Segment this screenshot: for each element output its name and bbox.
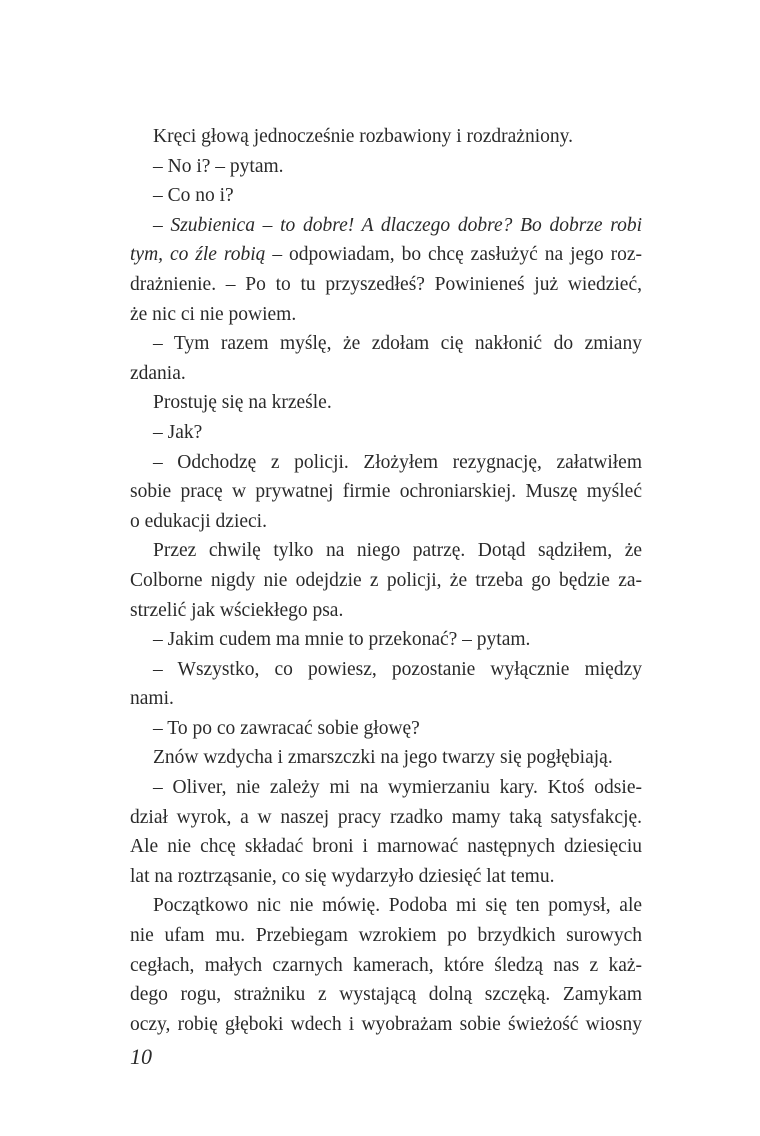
body-text: że nic ci nie powiem. <box>130 303 297 325</box>
body-text: – Tym razem myślę, że zdołam cię nakłonić do zmiany <box>153 333 642 355</box>
text-line <box>130 1010 642 1040</box>
text-line <box>130 152 642 182</box>
text-line <box>130 240 642 270</box>
body-text: – Jakim cudem ma mnie to przekonać? – pytam. <box>153 629 531 651</box>
text-line <box>130 270 642 300</box>
body-text: – No i? – pytam. <box>153 155 284 177</box>
body-text: dział wyrok, a w naszej pracy rzadko mamy taką satysfakcję. <box>130 806 643 828</box>
body-text: – Jak? <box>153 421 203 443</box>
italic-text: tym, co źle robią <box>130 244 266 266</box>
body-text: Znów wzdycha i zmarszczki na jego twarzy się pogłębiają. <box>153 747 613 769</box>
text-line <box>130 388 642 418</box>
body-text: cegłach, małych czarnych kamerach, które śledzą nas z każ- <box>130 954 643 976</box>
italic-text: Szubienica – to dobre! A dlaczego dobre? Bo dobrze robi <box>170 214 643 236</box>
body-text: Prostuję się na krześle. <box>153 392 332 414</box>
text-line <box>130 596 642 626</box>
body-text: Początkowo nic nie mówię. Podoba mi się ten pomysł, ale <box>153 895 643 917</box>
body-text: zdania. <box>130 362 186 384</box>
body-text: – Oliver, nie zależy mi na wymierzaniu kary. Ktoś odsie- <box>153 777 642 799</box>
text-line <box>130 329 642 359</box>
body-text: – Co no i? <box>153 185 234 207</box>
body-text: sobie pracę w prywatnej firmie ochroniarskiej. Muszę myśleć <box>130 481 642 503</box>
text-line <box>130 566 642 596</box>
text-line <box>130 418 642 448</box>
text-line <box>130 507 642 537</box>
text-line <box>130 477 642 507</box>
text-line <box>130 832 642 862</box>
page-number: 10 <box>130 1044 152 1069</box>
body-text: Przez chwilę tylko na niego patrzę. Dotąd sądziłem, że <box>153 540 643 562</box>
body-text: lat na roztrząsanie, co się wydarzyło dziesięć lat temu. <box>130 865 555 887</box>
text-line <box>130 714 642 744</box>
text-line <box>130 625 642 655</box>
text-line <box>130 211 642 241</box>
text-line <box>130 951 642 981</box>
text-line <box>130 122 642 152</box>
text-line <box>130 980 642 1010</box>
page-text <box>130 122 642 1039</box>
body-text: – <box>153 214 171 236</box>
body-text: dego rogu, strażniku z wystającą dolną szczęką. Zamykam <box>130 984 642 1006</box>
text-line <box>130 300 642 330</box>
text-line <box>130 862 642 892</box>
body-text: Kręci głową jednocześnie rozbawiony i rozdrażniony. <box>153 126 573 147</box>
text-line <box>130 359 642 389</box>
text-line <box>130 448 642 478</box>
text-line <box>130 921 642 951</box>
text-line <box>130 181 642 211</box>
body-text: o edukacji dzieci. <box>130 510 267 532</box>
body-text: oczy, robię głęboki wdech i wyobrażam sobie świeżość wiosny <box>130 1013 643 1035</box>
body-text: Colborne nigdy nie odejdzie z policji, że trzeba go będzie za- <box>130 569 642 591</box>
text-line <box>130 803 642 833</box>
text-line <box>130 773 642 803</box>
body-text: nie ufam mu. Przebiegam wzrokiem po brzydkich surowych <box>130 925 642 947</box>
body-text: nami. <box>130 688 174 710</box>
body-text: Ale nie chcę składać broni i marnować następnych dziesięciu <box>130 836 642 858</box>
text-line <box>130 891 642 921</box>
body-text: drażnienie. – Po to tu przyszedłeś? Powinieneś już wiedzieć, <box>130 273 642 295</box>
text-line <box>130 536 642 566</box>
text-line <box>130 684 642 714</box>
body-text: – Wszystko, co powiesz, pozostanie wyłącznie między <box>153 658 642 680</box>
text-line <box>130 743 642 773</box>
body-text: – Odchodzę z policji. Złożyłem rezygnację, załatwiłem <box>153 451 643 473</box>
body-text: – To po co zawracać sobie głowę? <box>153 717 420 739</box>
body-text: – odpowiadam, bo chcę zasłużyć na jego roz- <box>265 244 642 266</box>
text-line <box>130 655 642 685</box>
body-text: strzelić jak wściekłego psa. <box>130 599 344 621</box>
